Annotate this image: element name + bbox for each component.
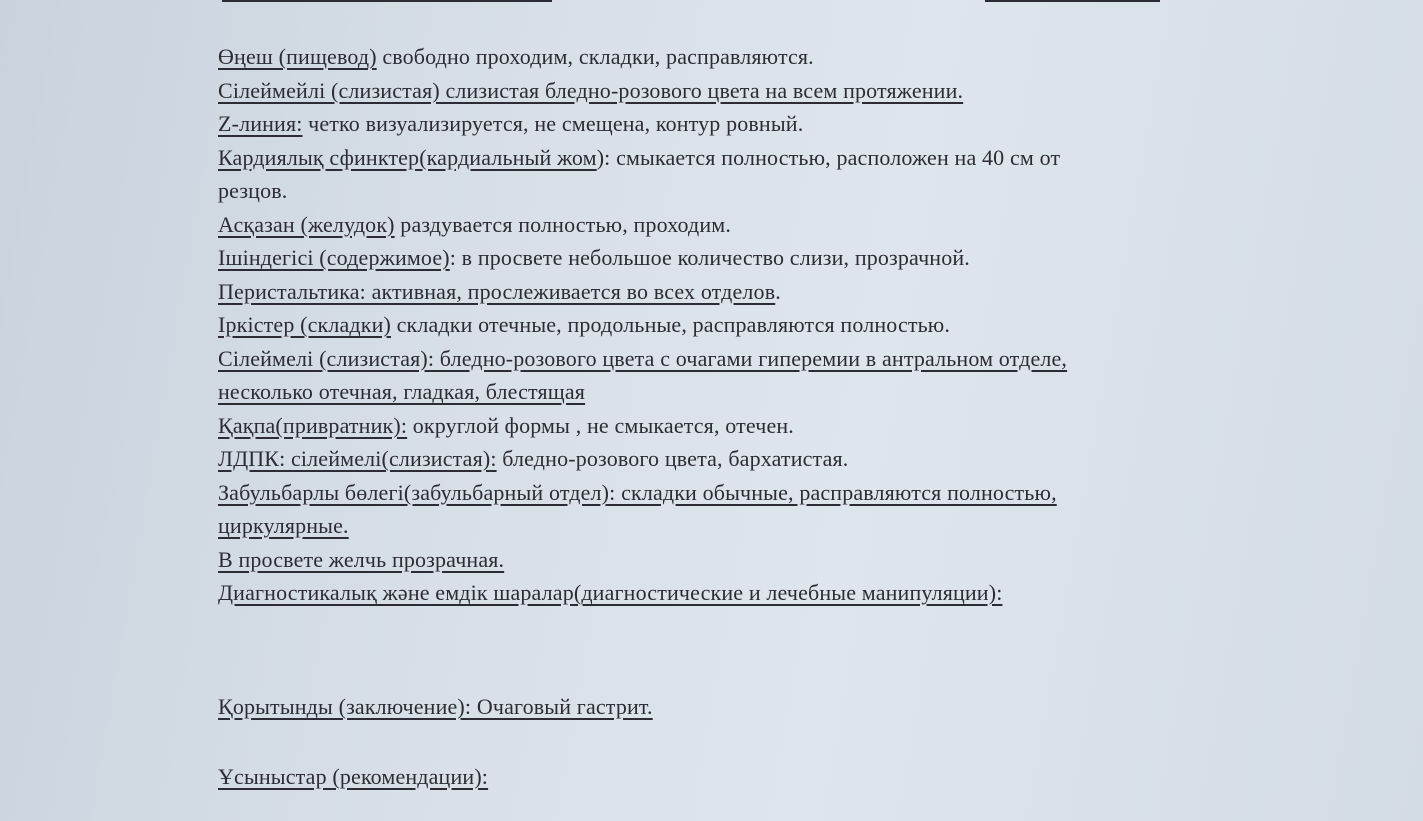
folds-line [218,308,1348,342]
duodenum-label: ЛДПК: сілеймелі(слизистая): [218,446,497,471]
cardiac-sphincter-continuation [218,174,1348,208]
incisors-text: резцов. [218,178,288,203]
esophagus-mucosa-line [218,74,1348,108]
recommendations-line [218,760,1348,794]
conclusion-label: Қорытынды (заключение): Очаговый гастрит. [218,694,653,719]
cardiac-sphincter-label: Кардиялық сфинктер(кардиальный жом [218,144,597,170]
esophagus-mucosa-label: Сілеймейлі (слизистая) слизистая бледно-розового цвета на всем протяжении. [218,77,964,103]
esophagus-label: Өңеш (пищевод) [218,44,377,69]
contents-label: Ішіндегісі (содержимое) [218,245,450,270]
pylorus-label: Қақпа(привратник): [218,412,408,438]
bile-label: В просвете желчь прозрачная. [218,546,505,572]
recommendations-label: Ұсыныстар (рекомендации): [218,763,489,789]
stomach-mucosa-label: Сілеймелі (слизистая): бледно-розового цвета с очагами гиперемии в антральном отделе, [218,345,1068,371]
contents-text: : в просвете небольшое количество слизи, прозрачной. [449,245,970,270]
postbulbar-label: Забульбарлы бөлегі(забульбарный отдел): складки обычные, расправляются полностью, [218,479,1057,505]
conclusion-line [218,690,1348,724]
cardiac-sphincter-line [218,141,1348,175]
z-line-label: Z-линия: [218,111,303,136]
top-underline-left [222,0,552,2]
report-body [218,40,1348,793]
cardiac-sphincter-text: ): смыкается полностью, расположен на 40 см от [596,144,1061,170]
postbulbar-continuation: циркулярные. [218,513,349,538]
esophagus-text: свободно проходим, складки, расправляются. [376,44,814,69]
z-line-line [218,107,1348,141]
manipulations-line [218,576,1348,610]
stomach-label: Асқазан (желудок) [218,211,395,237]
bile-line [218,543,1348,577]
esophagus-line [218,40,1348,74]
pylorus-line [218,409,1348,443]
pylorus-text: округлой формы , не смыкается, отечен. [407,412,794,438]
peristalsis-line: Перистальтика: активная, прослеживается во всех отделов. [218,278,781,304]
contents-line [218,241,1348,275]
z-line-text: четко визуализируется, не смещена, контур ровный. [302,111,804,136]
duodenum-text: бледно-розового цвета, бархатистая. [496,446,849,471]
folds-text: складки отечные, продольные, расправляются полностью. [390,312,951,337]
stomach-mucosa-continuation: несколько отечная, гладкая, блестящая [218,379,586,404]
duodenum-line [218,442,1348,476]
manipulations-label: Диагностикалық және емдік шаралар(диагностические и лечебные манипуляции): [218,580,1003,605]
top-underline-right [985,0,1160,2]
folds-label: Іркістер (складки) [218,312,391,337]
stomach-mucosa-line [218,342,1348,376]
peristalsis-label: Перистальтика: активная, прослеживается во всех отделов [218,278,776,304]
stomach-text: раздувается полностью, проходим. [394,211,732,237]
postbulbar-line [218,476,1348,510]
stomach-line [218,208,1348,242]
